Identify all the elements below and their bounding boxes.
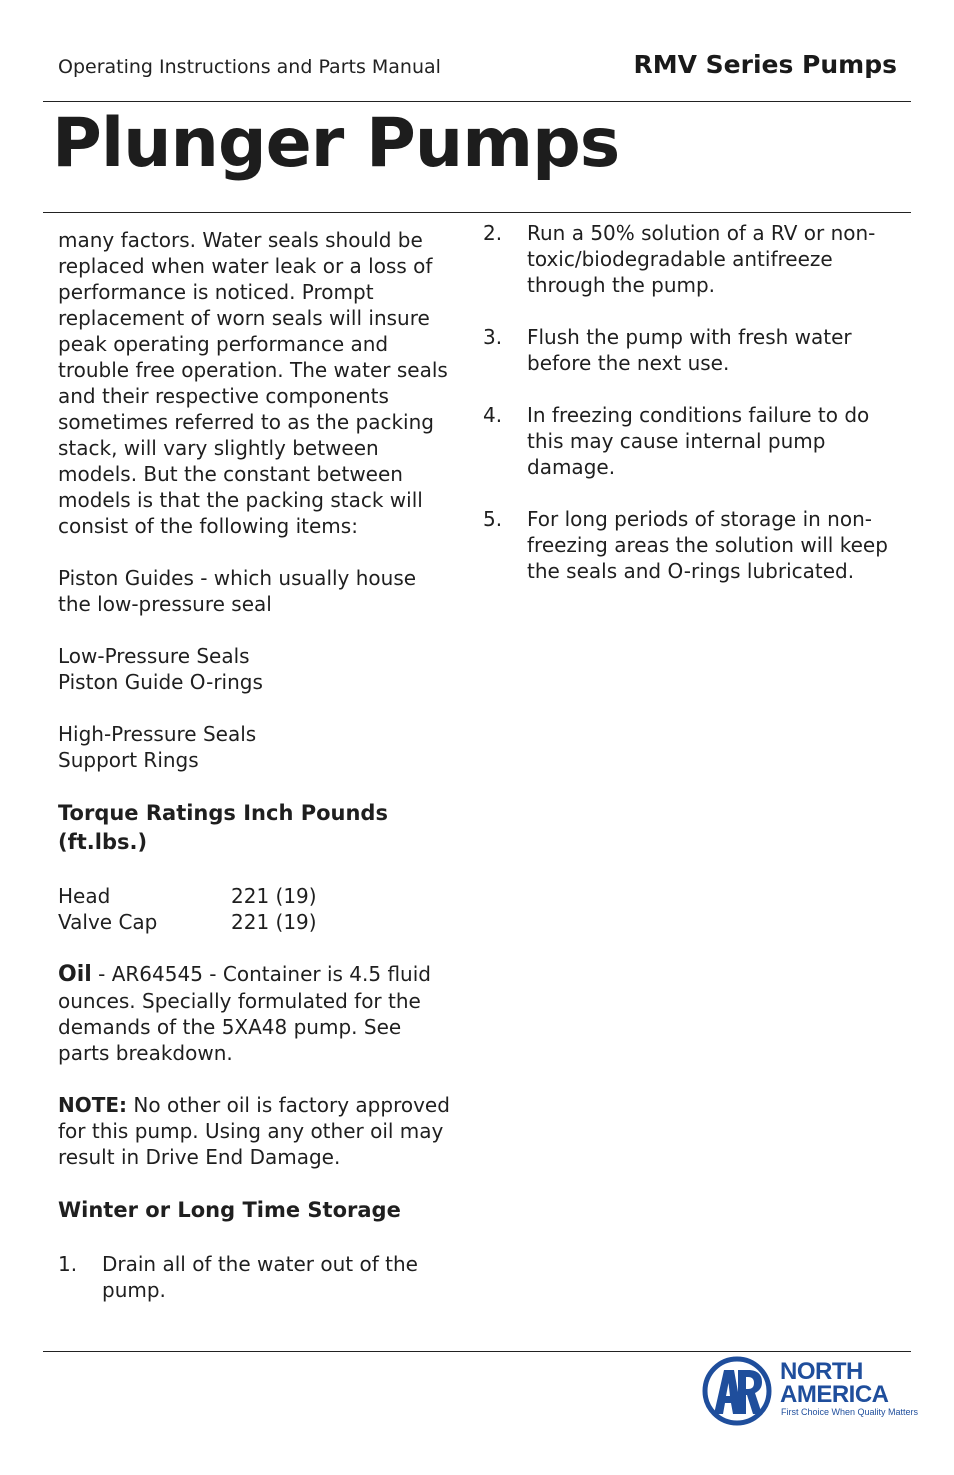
torque-value: 221 (19) (231, 910, 317, 934)
packing-item-1 (58, 565, 458, 617)
packing-item-1-line2: the low-pressure seal (58, 592, 272, 616)
step-number: 4. (483, 403, 503, 427)
packing-item-2 (58, 643, 458, 695)
step-text: Flush the pump with fresh water before the next use. (527, 325, 852, 375)
left-column (58, 227, 458, 1329)
step-text: Drain all of the water out of the pump. (102, 1252, 418, 1302)
step-number: 2. (483, 221, 503, 245)
header-series: RMV Series Pumps (633, 50, 897, 79)
storage-step (483, 506, 903, 584)
packing-item-3-line2: Support Rings (58, 748, 199, 772)
torque-heading-line1: Torque Ratings Inch Pounds (58, 801, 388, 825)
storage-step (58, 1251, 458, 1303)
oil-label: Oil (58, 962, 92, 987)
note-label: NOTE: (58, 1093, 128, 1117)
storage-step (483, 402, 903, 480)
intro-paragraph: many factors. Water seals should be replaced when water leak or a loss of performance is noticed. Prompt replacement of worn seals will insure peak operating performance and trouble free operation. The water seals and their respective components sometimes referred to as the packing stack, will vary slightly between models. But the constant between models is that the packing stack will consist of the following items: (58, 228, 448, 538)
page-title: Plunger Pumps (52, 104, 620, 183)
winter-heading: Winter or Long Time Storage (58, 1198, 401, 1222)
note-text: No other oil is factory approved for this pump. Using any other oil may result in Drive End Damage. (58, 1093, 450, 1169)
packing-item-2-line2: Piston Guide O-rings (58, 670, 263, 694)
header-doc-type: Operating Instructions and Parts Manual (58, 56, 441, 78)
storage-step (483, 324, 903, 376)
oil-paragraph (58, 961, 458, 1066)
packing-item-3 (58, 721, 458, 773)
step-number: 5. (483, 507, 503, 531)
torque-row (58, 883, 458, 909)
torque-label: Valve Cap (58, 910, 158, 934)
note-paragraph (58, 1092, 458, 1170)
oil-text: - AR64545 - Container is 4.5 fluid ounces. Specially formulated for the demands of the 5XA48 pump. See parts breakdown. (58, 962, 431, 1065)
header-rule (43, 101, 911, 102)
packing-item-1-line1: Piston Guides - which usually house (58, 566, 417, 590)
step-number: 3. (483, 325, 503, 349)
torque-table (58, 883, 458, 935)
torque-row (58, 909, 458, 935)
torque-heading-line2: (ft.lbs.) (58, 830, 148, 854)
packing-item-2-line1: Low-Pressure Seals (58, 644, 250, 668)
step-text: For long periods of storage in non-freezing areas the solution will keep the seals and O-rings lubricated. (527, 507, 888, 583)
ar-north-america-logo (702, 1356, 919, 1428)
title-rule (43, 212, 911, 213)
step-number: 1. (58, 1252, 78, 1276)
step-text: In freezing conditions failure to do this may cause internal pump damage. (527, 403, 870, 479)
torque-heading (58, 799, 458, 857)
packing-item-3-line1: High-Pressure Seals (58, 722, 257, 746)
step-text: Run a 50% solution of a RV or non-toxic/biodegradable antifreeze through the pump. (527, 221, 876, 297)
torque-label: Head (58, 884, 111, 908)
storage-step (483, 220, 903, 298)
ar-logo-icon (702, 1356, 772, 1426)
logo-name (780, 1360, 889, 1406)
logo-tagline: First Choice When Quality Matters (781, 1407, 919, 1417)
footer-rule (43, 1351, 911, 1352)
torque-value: 221 (19) (231, 884, 317, 908)
right-column (483, 220, 903, 610)
logo-name-line2: AMERICA (780, 1381, 889, 1408)
logo-name-line1: NORTH (780, 1358, 863, 1385)
